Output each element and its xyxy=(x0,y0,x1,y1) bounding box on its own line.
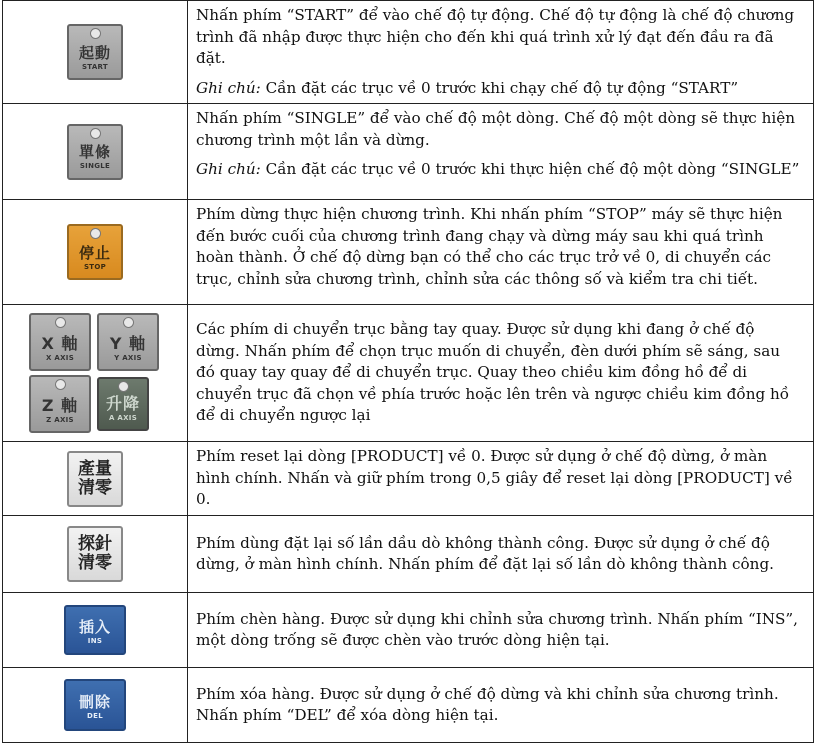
key-kanji: Z 軸 xyxy=(41,395,79,415)
z-axis-key-icon xyxy=(29,375,91,433)
description-text: Phím reset lại dòng [PRODUCT] về 0. Được sử dụng ở chế độ dừng, ở màn hình chính. Nhấn và giữ phím trong 0,5 giây để reset lại dòng [PRODUCT] về 0. xyxy=(196,447,793,509)
key-image-cell xyxy=(3,1,188,104)
key-kanji: 升降 xyxy=(105,393,140,413)
key-label: STOP xyxy=(83,262,107,271)
key-kanji-line2: 清零 xyxy=(78,553,112,573)
description-cell xyxy=(188,668,814,743)
key-label: Z AXIS xyxy=(46,415,74,424)
product-reset-key-icon xyxy=(67,451,123,507)
key-image-cell xyxy=(3,305,188,442)
single-key-icon xyxy=(67,124,123,180)
description-cell xyxy=(188,104,814,200)
axis-keys-group xyxy=(3,313,187,433)
key-kanji: 單條 xyxy=(78,143,111,161)
key-image-cell xyxy=(3,200,188,305)
key-kanji-line1: 產量 xyxy=(78,458,112,479)
note-text: Cần đặt các trục về 0 trước khi chạy chế độ tự động “START” xyxy=(260,78,739,97)
key-kanji: 插入 xyxy=(78,617,111,636)
key-image-cell xyxy=(3,668,188,743)
key-label: Y AXIS xyxy=(114,353,142,362)
description-text: Nhấn phím “START” để vào chế độ tự động. Chế độ tự động là chế độ chương trình đã nhập được thực hiện cho đến khi quá trình xử lý đạt đến đầu ra đã đặt. xyxy=(196,6,795,67)
led-icon xyxy=(90,228,101,239)
description-text: Phím dùng đặt lại số lần dầu dò không thành công. Được sử dụng ở chế độ dừng, ở màn hình chính. Nhấn phím để đặt lại số lần dò không thành công. xyxy=(196,533,775,573)
x-axis-key-icon xyxy=(29,313,91,371)
table-row xyxy=(3,516,814,593)
led-icon xyxy=(90,28,101,39)
led-icon xyxy=(118,381,129,392)
description-cell xyxy=(188,305,814,442)
ins-key-icon xyxy=(64,605,126,655)
key-image-cell xyxy=(3,104,188,200)
description-cell xyxy=(188,516,814,593)
note xyxy=(196,78,803,100)
a-axis-key-icon xyxy=(97,377,149,431)
key-kanji: 刪除 xyxy=(78,692,111,711)
key-function-table xyxy=(2,0,814,743)
note-text: Cần đặt các trục về 0 trước khi thực hiện chế độ một dòng “SINGLE” xyxy=(260,160,800,178)
description-text: Nhấn phím “SINGLE” để vào chế độ một dòng. Chế độ một dòng sẽ thực hiện chương trình một lần và dừng. xyxy=(196,109,796,149)
led-icon xyxy=(55,317,66,328)
description-cell xyxy=(188,593,814,668)
key-kanji: X 軸 xyxy=(41,333,79,353)
key-kanji-line2: 清零 xyxy=(78,477,112,498)
description-cell xyxy=(188,200,814,305)
key-kanji: Y 軸 xyxy=(109,333,147,353)
table-row xyxy=(3,200,814,305)
table-row xyxy=(3,668,814,743)
key-label: SINGLE xyxy=(79,162,111,170)
key-label: A AXIS xyxy=(108,413,138,422)
del-key-icon xyxy=(64,679,126,731)
stop-key-icon xyxy=(67,224,123,280)
key-label: X AXIS xyxy=(45,353,75,362)
note-label: Ghi chú: xyxy=(196,78,261,97)
table-row xyxy=(3,104,814,200)
description-text: Phím chèn hàng. Được sử dụng khi chỉnh sửa chương trình. Nhấn phím “INS”, một dòng trống sẽ được chèn vào trước dòng hiện tại. xyxy=(196,609,798,649)
key-image-cell xyxy=(3,516,188,593)
description-text: Phím xóa hàng. Được sử dụng ở chế độ dừng và khi chỉnh sửa chương trình. Nhấn phím “DEL” để xóa dòng hiện tại. xyxy=(196,684,779,724)
probe-reset-key-icon xyxy=(67,526,123,582)
table-row xyxy=(3,593,814,668)
key-label: INS xyxy=(87,636,103,645)
table-row xyxy=(3,442,814,516)
description-cell xyxy=(188,1,814,104)
description-cell xyxy=(188,442,814,516)
key-kanji-line1: 探針 xyxy=(78,534,112,554)
table-row xyxy=(3,305,814,442)
key-label: DEL xyxy=(87,711,103,720)
key-label: START xyxy=(81,62,109,71)
led-icon xyxy=(55,379,66,390)
note-label: Ghi chú: xyxy=(196,160,261,178)
led-icon xyxy=(123,317,134,328)
y-axis-key-icon xyxy=(97,313,159,371)
key-kanji: 停止 xyxy=(78,243,111,262)
description-text: Các phím di chuyển trục bằng tay quay. Được sử dụng khi đang ở chế độ dừng. Nhấn phím để chọn trục muốn di chuyển, đèn dưới phím sẽ sáng, sau đó quay tay quay để di chuyển trục. Quay theo chiều kim đồng hồ để di chuyển trục đã chọn về phía trước hoặc lên trên và ngược chiều kim đồng hồ để di chuyển ngược lại xyxy=(196,320,790,425)
led-icon xyxy=(90,128,101,139)
start-key-icon xyxy=(67,24,123,80)
key-image-cell xyxy=(3,593,188,668)
table-row xyxy=(3,1,814,104)
key-image-cell xyxy=(3,442,188,516)
note xyxy=(196,159,803,181)
description-text: Phím dừng thực hiện chương trình. Khi nhấn phím “STOP” máy sẽ thực hiện đến bước cuối của chương trình đang chạy và dừng máy sau khi quá trình hoàn thành. Ở chế độ dừng bạn có thể cho các trục trở về 0, di chuyển các trục, chỉnh sửa chương trình, chỉnh sửa các thông số và kiểm tra chi tiết. xyxy=(196,205,783,288)
key-kanji: 起動 xyxy=(78,43,111,62)
